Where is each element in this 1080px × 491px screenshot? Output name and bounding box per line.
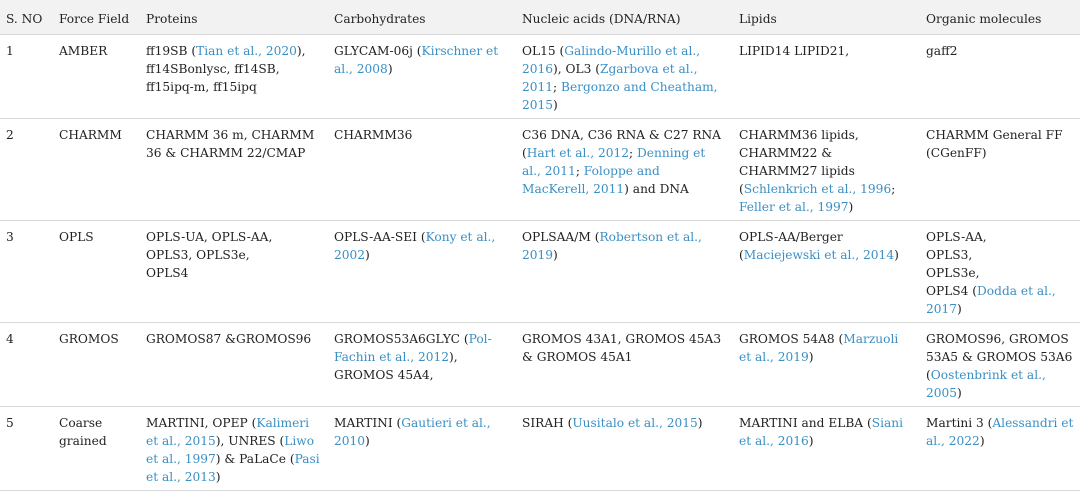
citation-link[interactable]: Foloppe and MacKerell, 2011 [522, 164, 660, 196]
text: OPLS-AA-SEI ( [334, 230, 426, 244]
text: ) [808, 434, 814, 448]
text: ), [448, 350, 458, 364]
citation-link[interactable]: Maciejewski et al., 2014 [743, 248, 895, 262]
text: ) [697, 416, 703, 430]
text: ; [891, 182, 896, 196]
table-row [0, 407, 1080, 491]
citation-link[interactable]: Bergonzo and Cheatham, 2015 [522, 80, 718, 112]
text: OPLSAA/M ( [522, 230, 600, 244]
text: CHARMM36 lipids, CHARMM22 & CHARMM27 lipids ( [739, 128, 859, 196]
citation-link[interactable]: Marzuoli et al., 2019 [739, 332, 899, 364]
text: OPLS4 [146, 266, 189, 280]
header-nucleic-acids: Nucleic acids (DNA/RNA) [522, 12, 681, 26]
text: OPLS-UA, OPLS-AA, OPLS3, OPLS3e, [146, 230, 273, 262]
citation-link[interactable]: Kony et al., 2002 [334, 230, 496, 262]
citation-link[interactable]: Alessandri et al., 2022 [926, 416, 1074, 448]
text: OPLS-AA/Berger ( [739, 230, 843, 262]
citation-link[interactable]: Siani et al., 2016 [739, 416, 903, 448]
citation-link[interactable]: Kirschner et al., 2008 [334, 44, 499, 76]
text: ) [957, 302, 962, 316]
cell-organic-molecules [920, 221, 1080, 323]
text: GROMOS53A6GLYC ( [334, 332, 469, 346]
cell-carbohydrates [328, 323, 516, 407]
text: ) [365, 434, 370, 448]
header-sno: S. NO [6, 12, 43, 26]
cell-organic-molecules [920, 407, 1080, 491]
cell-lipids [733, 323, 920, 407]
text: ), ff14SBonlysc, ff14SB, ff15ipq-m, ff15ipq [146, 44, 306, 94]
citation-link[interactable]: Galindo-Murillo et al., 2016 [522, 44, 701, 76]
text: LIPID14 LIPID21, [739, 44, 850, 58]
text: ; [575, 164, 584, 178]
text: GLYCAM-06j ( [334, 44, 422, 58]
cell-lipids [733, 35, 920, 119]
text: ) [894, 248, 899, 262]
cell-organic-molecules [920, 35, 1080, 119]
text: ) [365, 248, 370, 262]
citation-link[interactable]: Hart et al., 2012 [526, 146, 630, 160]
text: MARTINI and ELBA ( [739, 416, 872, 430]
cell-proteins [140, 323, 328, 407]
text: ) [553, 98, 558, 112]
text: MARTINI, OPEP ( [146, 416, 257, 430]
cell-carbohydrates [328, 119, 516, 221]
cell-proteins [140, 407, 328, 491]
citation-link[interactable]: Robertson et al., 2019 [522, 230, 702, 262]
text: ) [387, 62, 393, 76]
header-force-field: Force Field [59, 12, 130, 26]
citation-link[interactable]: Tian et al., 2020 [196, 44, 297, 58]
cell-force-field: AMBER [59, 44, 108, 58]
cell-proteins [140, 35, 328, 119]
text: GROMOS96, GROMOS 53A5 & GROMOS 53A6 ( [926, 332, 1073, 382]
cell-carbohydrates [328, 407, 516, 491]
citation-link[interactable]: Liwo et al., 1997 [146, 434, 315, 466]
text: GROMOS87 &GROMOS96 [146, 332, 312, 346]
cell-sno: 2 [6, 128, 14, 142]
text: CHARMM36 [334, 128, 413, 142]
text: OPLS3, [926, 248, 973, 262]
cell-sno: 5 [6, 416, 14, 430]
cell-lipids [733, 407, 920, 491]
text: OPLS-AA, [926, 230, 987, 244]
cell-sno: 1 [6, 44, 14, 58]
header-lipids: Lipids [739, 12, 777, 26]
text: GROMOS 43A1, GROMOS 45A3 & GROMOS 45A1 [522, 332, 722, 364]
citation-link[interactable]: Denning et al., 2011 [522, 146, 706, 178]
cell-carbohydrates [328, 35, 516, 119]
cell-organic-molecules [920, 323, 1080, 407]
citation-link[interactable]: Kalimeri et al., 2015 [146, 416, 310, 448]
text: ) [957, 386, 962, 400]
text: OPLS3e, [926, 266, 980, 280]
text: ff19SB ( [146, 44, 197, 58]
text: SIRAH ( [522, 416, 573, 430]
table-row [0, 119, 1080, 221]
cell-nucleic-acids [516, 35, 733, 119]
citation-link[interactable]: Oostenbrink et al., 2005 [926, 368, 1046, 400]
text: ) [808, 350, 814, 364]
text: CHARMM 36 m, CHARMM 36 & CHARMM 22/CMAP [146, 128, 315, 160]
cell-nucleic-acids [516, 323, 733, 407]
citation-link[interactable]: Pasi et al., 2013 [146, 452, 320, 484]
cell-sno: 3 [6, 230, 14, 244]
table-row [0, 35, 1080, 119]
text: GROMOS 45A4, [334, 368, 434, 382]
text: OPLS4 ( [926, 284, 978, 298]
text: gaff2 [926, 44, 958, 58]
cell-force-field: CHARMM [59, 128, 122, 142]
header-carbohydrates: Carbohydrates [334, 12, 426, 26]
cell-lipids [733, 119, 920, 221]
text: GROMOS 54A8 ( [739, 332, 844, 346]
citation-link[interactable]: Schlenkrich et al., 1996 [743, 182, 892, 196]
cell-organic-molecules [920, 119, 1080, 221]
cell-nucleic-acids [516, 407, 733, 491]
table-row [0, 221, 1080, 323]
text: MARTINI ( [334, 416, 402, 430]
cell-sno: 4 [6, 332, 14, 346]
citation-link[interactable]: Dodda et al., 2017 [926, 284, 1056, 316]
cell-proteins [140, 119, 328, 221]
text: ), OL3 ( [553, 62, 601, 76]
header-proteins: Proteins [146, 12, 198, 26]
text: ) & PaLaCe ( [215, 452, 295, 466]
cell-proteins [140, 221, 328, 323]
text: ; [629, 146, 638, 160]
header-row [0, 0, 1080, 35]
text: ) [979, 434, 985, 448]
text: CHARMM General FF (CGenFF) [926, 128, 1063, 160]
header-organic-molecules: Organic molecules [926, 12, 1042, 26]
citation-link[interactable]: Zgarbova et al., 2011 [522, 62, 698, 94]
text: OL15 ( [522, 44, 565, 58]
cell-force-field: GROMOS [59, 332, 119, 346]
text: ) [553, 248, 558, 262]
cell-force-field: Coarse grained [59, 416, 107, 448]
text: ) and DNA [624, 182, 689, 196]
cell-nucleic-acids [516, 221, 733, 323]
text: ) [848, 200, 854, 214]
cell-lipids [733, 221, 920, 323]
citation-link[interactable]: Gautieri et al., 2010 [334, 416, 491, 448]
cell-carbohydrates [328, 221, 516, 323]
table-row [0, 323, 1080, 407]
cell-force-field: OPLS [59, 230, 94, 244]
cell-nucleic-acids [516, 119, 733, 221]
citation-link[interactable]: Feller et al., 1997 [739, 200, 849, 214]
text: Martini 3 ( [926, 416, 993, 430]
text: ; [553, 80, 562, 94]
text: ) [215, 470, 221, 484]
citation-link[interactable]: Uusitalo et al., 2015 [572, 416, 698, 430]
text: C36 DNA, C36 RNA & C27 RNA ( [522, 128, 721, 160]
text: ), UNRES ( [215, 434, 285, 448]
citation-link[interactable]: Pol-Fachin et al., 2012 [334, 332, 492, 364]
